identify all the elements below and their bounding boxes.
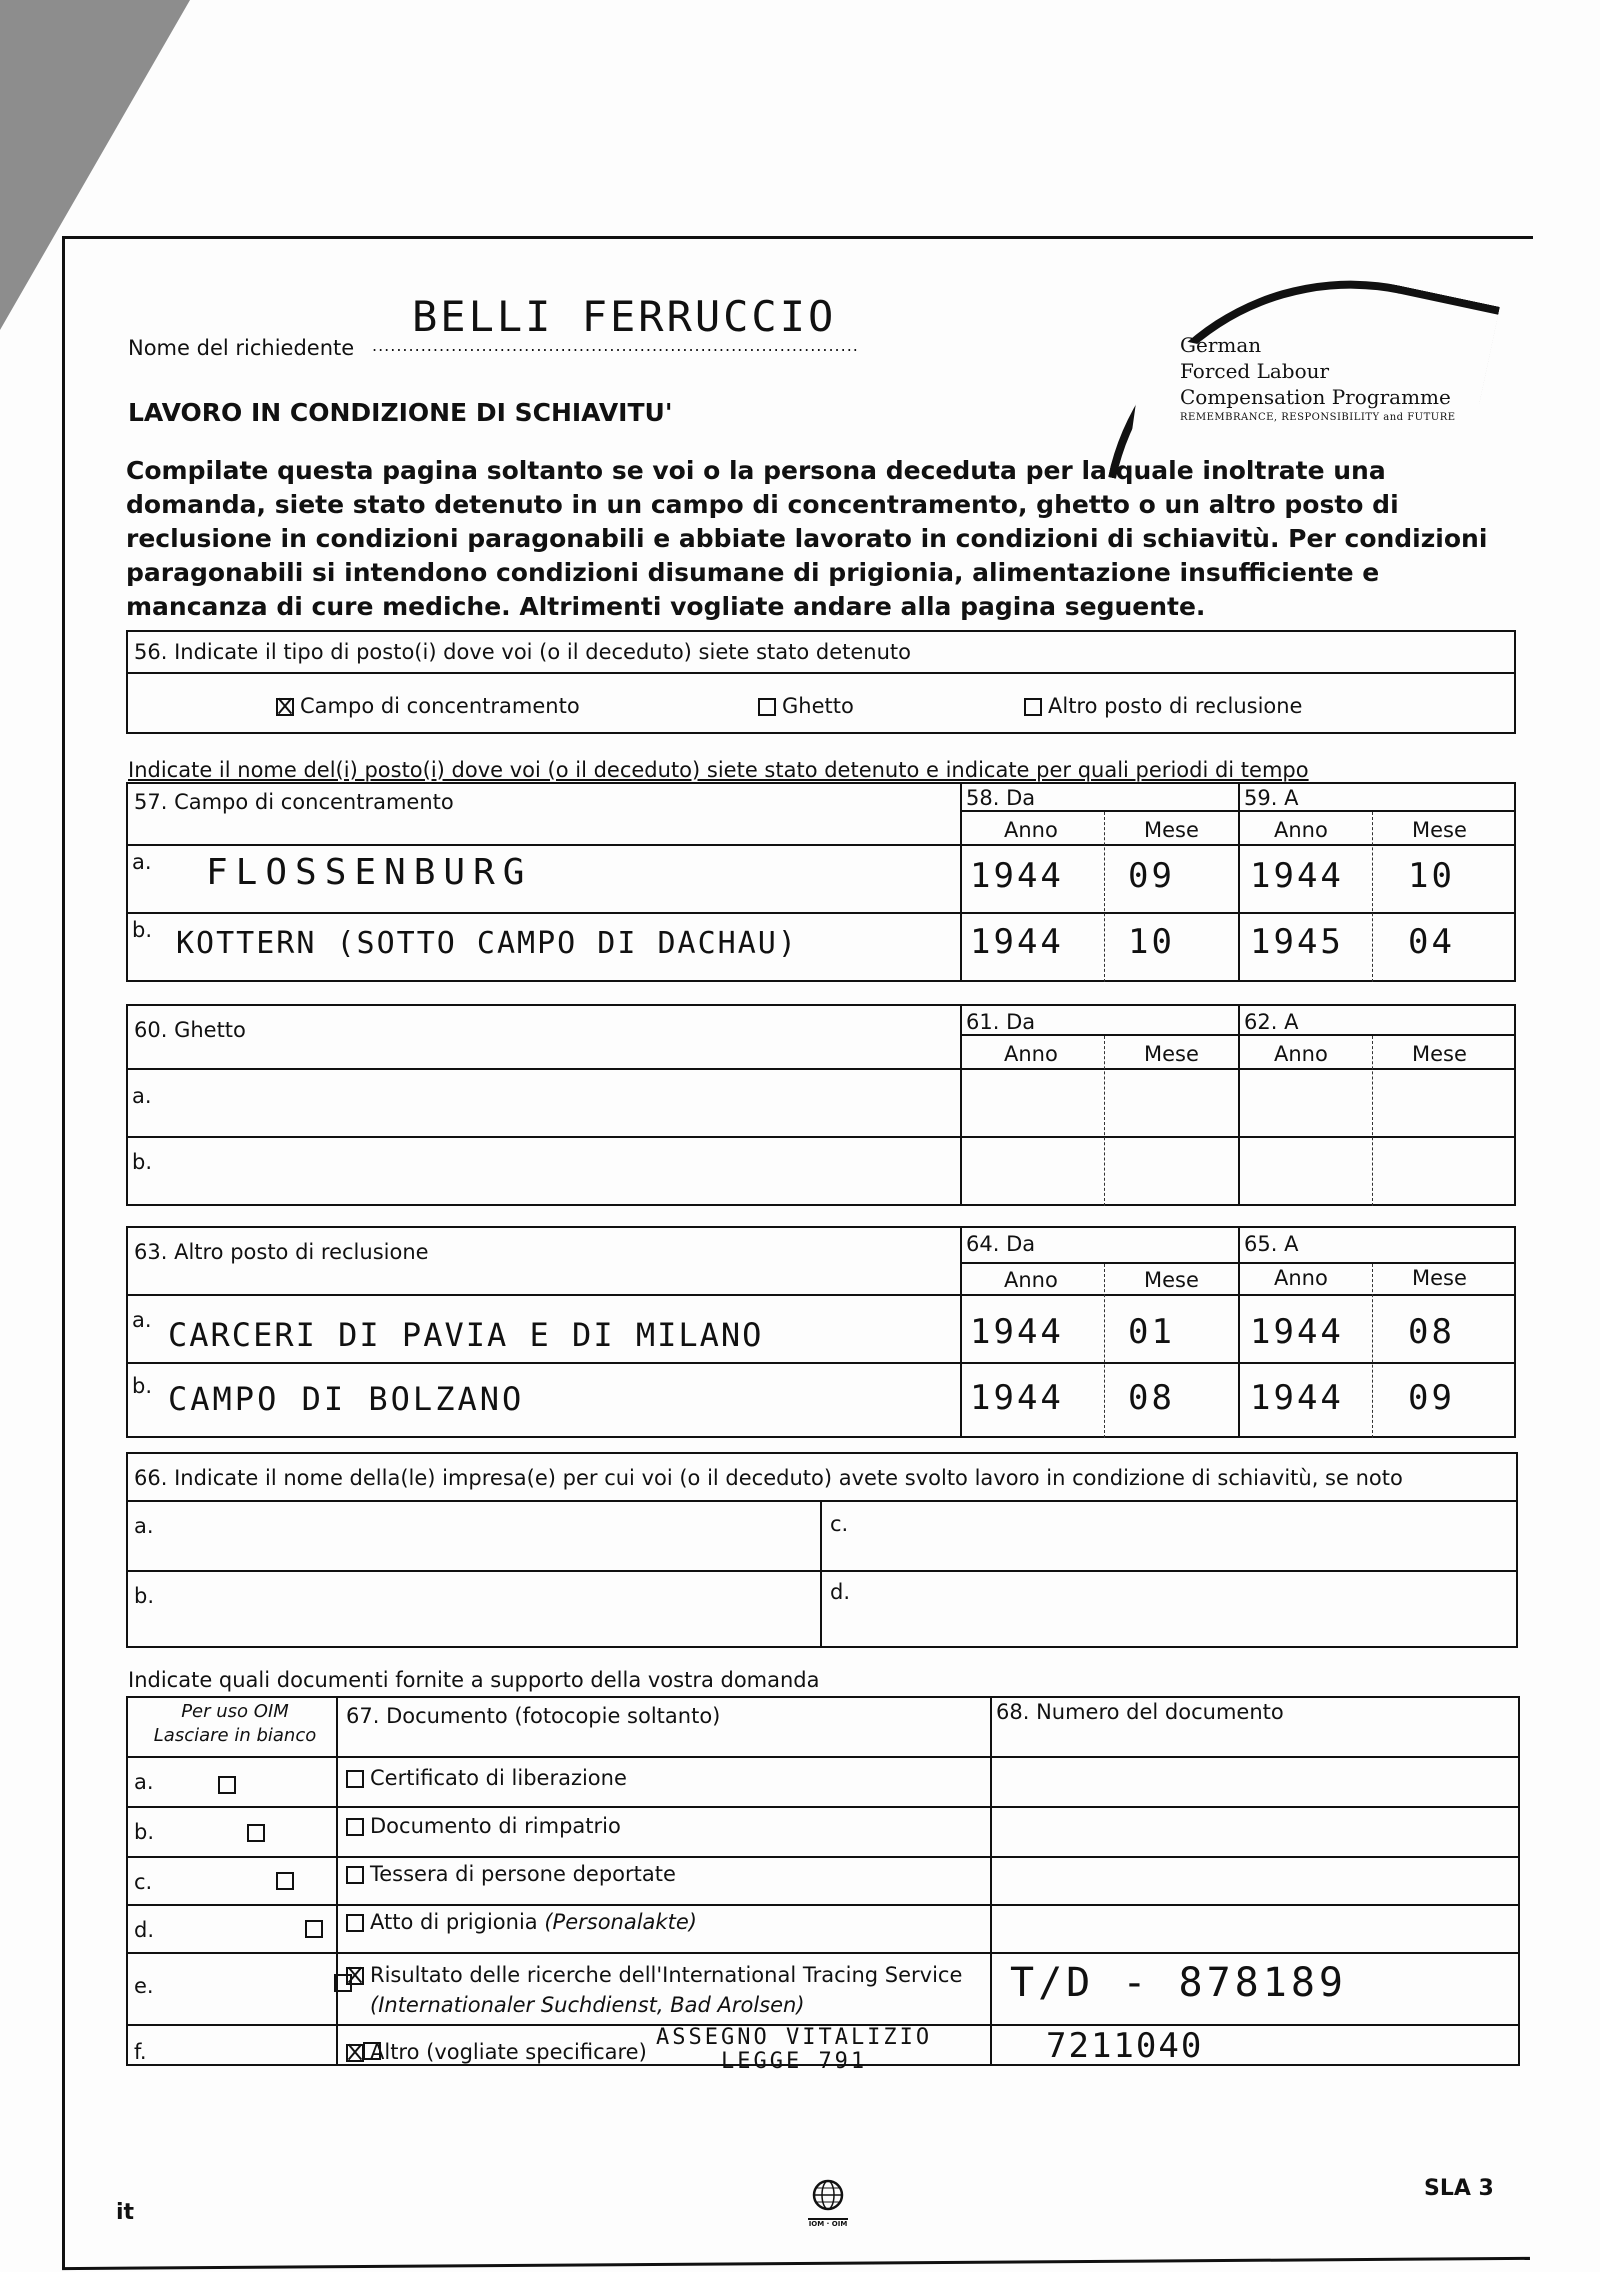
q56-label: 56. Indicate il tipo di posto(i) dove voi (o il deceduto) siete stato detenuto: [134, 640, 911, 664]
q57-mese-from: Mese: [1144, 818, 1199, 842]
q63-row-b-from-year[interactable]: 1944: [970, 1378, 1064, 1418]
documents-instruction: Indicate quali documenti fornite a supporto della vostra domanda: [128, 1668, 820, 1692]
checkbox-checked-icon[interactable]: [276, 698, 294, 716]
doc-a-option[interactable]: Certificato di liberazione: [346, 1766, 627, 1790]
col-oim-header: Per uso OIM Lasciare in bianco: [153, 1701, 317, 1746]
checkbox-icon[interactable]: [346, 1914, 364, 1932]
doc-row-letter: f.: [134, 2040, 147, 2064]
q57-row-b-from-month[interactable]: 10: [1128, 922, 1175, 962]
q57-anno-from: Anno: [1004, 818, 1058, 842]
q63-anno-from: Anno: [1004, 1268, 1058, 1292]
q57-row-a-name[interactable]: FLOSSENBURG: [206, 852, 533, 893]
oim-checkbox-icon: [247, 1824, 265, 1842]
checkbox-icon[interactable]: [346, 1770, 364, 1788]
applicant-label: Nome del richiedente: [128, 336, 355, 360]
doc-e-number[interactable]: T/D - 878189: [1010, 1960, 1347, 2006]
q63-label: 63. Altro posto di reclusione: [134, 1240, 429, 1264]
q57-from-label: 58. Da: [966, 786, 1036, 810]
q60-anno-from: Anno: [1004, 1042, 1058, 1066]
doc-row-letter: c.: [134, 1870, 153, 1894]
checkbox-icon[interactable]: [758, 698, 776, 716]
doc-f-specify[interactable]: ASSEGNO VITALIZIO LEGGE 791: [656, 2025, 933, 2074]
oim-checkbox-icon: [305, 1920, 323, 1938]
oim-checkbox-icon: [276, 1872, 294, 1890]
q60-to-label: 62. A: [1244, 1010, 1299, 1034]
globe-icon: [811, 2178, 845, 2212]
q60-row-b-field[interactable]: b.: [132, 1150, 153, 1174]
q57-row-a-from-year[interactable]: 1944: [970, 856, 1064, 896]
doc-d-option[interactable]: Atto di prigionia (Personalakte): [346, 1910, 697, 1934]
doc-row-letter: d.: [134, 1918, 155, 1942]
logo-tagline: REMEMBRANCE, RESPONSIBILITY and FUTURE: [1180, 412, 1456, 423]
q57-row-a-from-month[interactable]: 09: [1128, 856, 1175, 896]
q57-row-b-name[interactable]: KOTTERN (SOTTO CAMPO DI DACHAU): [176, 926, 798, 961]
q63-row-a-to-year[interactable]: 1944: [1250, 1312, 1344, 1352]
checkbox-icon[interactable]: [1024, 698, 1042, 716]
doc-f-number[interactable]: 7211040: [1046, 2026, 1204, 2066]
q66-cell-a[interactable]: a.: [134, 1514, 154, 1538]
q66-cell-b[interactable]: b.: [134, 1584, 155, 1608]
q56-option-campo[interactable]: Campo di concentramento: [276, 694, 580, 718]
doc-e-option[interactable]: Risultato delle ricerche dell'International Tracing Service (Internationaler Suchdienst, Bad Arolsen): [346, 1960, 962, 2020]
col-doc-header: 67. Documento (fotocopie soltanto): [346, 1704, 721, 1728]
oim-checkbox-icon: [218, 1776, 236, 1794]
q63-row-a-from-year[interactable]: 1944: [970, 1312, 1064, 1352]
doc-row-letter: e.: [134, 1974, 154, 1998]
doc-b-option[interactable]: Documento di rimpatrio: [346, 1814, 621, 1838]
doc-f-option[interactable]: Altro (vogliate specificare): [346, 2040, 647, 2064]
q63-mese-from: Mese: [1144, 1268, 1199, 1292]
doc-row-letter: b.: [134, 1820, 155, 1844]
q60-anno-to: Anno: [1274, 1042, 1328, 1066]
row-letter: b.: [132, 918, 153, 942]
checkbox-checked-icon[interactable]: [346, 2044, 364, 2062]
q57-row-b-to-month[interactable]: 04: [1408, 922, 1455, 962]
q57-to-label: 59. A: [1244, 786, 1299, 810]
checkbox-icon[interactable]: [346, 1866, 364, 1884]
q57-mese-to: Mese: [1412, 818, 1467, 842]
gflcp-logo: [1180, 332, 1456, 426]
footer-lang: it: [116, 2200, 135, 2225]
page-code: SLA 3: [1424, 2176, 1494, 2201]
doc-row-letter: a.: [134, 1770, 154, 1794]
q63-row-b-name[interactable]: CAMPO DI BOLZANO: [168, 1380, 525, 1418]
q63-row-b-from-month[interactable]: 08: [1128, 1378, 1175, 1418]
q63-row-a-to-month[interactable]: 08: [1408, 1312, 1455, 1352]
applicant-dots: ................................................................................: [372, 336, 859, 355]
applicant-name-field[interactable]: BELLI FERRUCCIO: [412, 292, 837, 341]
q57-row-b-to-year[interactable]: 1945: [1250, 922, 1344, 962]
iom-logo: IOM · OIM: [808, 2178, 848, 2228]
logo-line2: Forced Labour: [1180, 359, 1330, 383]
checkbox-icon[interactable]: [346, 1818, 364, 1836]
checkbox-checked-icon[interactable]: [346, 1967, 364, 1985]
q60-mese-to: Mese: [1412, 1042, 1467, 1066]
q63-row-b-to-month[interactable]: 09: [1408, 1378, 1455, 1418]
periods-instruction: Indicate il nome del(i) posto(i) dove voi (o il deceduto) siete stato detenuto e indicate per quali periodi di tempo: [128, 758, 1309, 782]
q60-from-label: 61. Da: [966, 1010, 1036, 1034]
intro-instructions: Compilate questa pagina soltanto se voi o la persona deceduta per la quale inoltrate una domanda, siete stato detenuto in un campo di concentramento, ghetto o un altro posto di reclusione in condizioni paragonabili e abbiate lavorato in condizioni di schiavitù. Per condizioni paragonabili si intendono condizioni disumane di prigionia, alimentazione insufficiente e mancanza di cure mediche. Altrimenti vogliate andare alla pagina seguente.: [126, 456, 1488, 621]
q57-row-a-to-month[interactable]: 10: [1408, 856, 1455, 896]
q56-option-altro[interactable]: Altro posto di reclusione: [1024, 694, 1302, 718]
doc-c-option[interactable]: Tessera di persone deportate: [346, 1862, 676, 1886]
q60-row-a-field[interactable]: a.: [132, 1084, 152, 1108]
q63-mese-to: Mese: [1412, 1266, 1467, 1290]
q60-label: 60. Ghetto: [134, 1018, 246, 1042]
q57-row-a-to-year[interactable]: 1944: [1250, 856, 1344, 896]
q56-option-ghetto[interactable]: Ghetto: [758, 694, 854, 718]
q66-cell-c[interactable]: c.: [830, 1512, 849, 1536]
logo-line3: Compensation Programme: [1180, 385, 1451, 409]
col-num-header: 68. Numero del documento: [996, 1700, 1284, 1724]
q63-anno-to: Anno: [1274, 1266, 1328, 1290]
q66-cell-d[interactable]: d.: [830, 1580, 851, 1604]
q63-from-label: 64. Da: [966, 1232, 1036, 1256]
row-letter: a.: [132, 1308, 152, 1332]
q57-row-b-from-year[interactable]: 1944: [970, 922, 1064, 962]
q57-label: 57. Campo di concentramento: [134, 790, 454, 814]
section-title: LAVORO IN CONDIZIONE DI SCHIAVITU': [128, 398, 673, 427]
q63-row-a-from-month[interactable]: 01: [1128, 1312, 1175, 1352]
q63-to-label: 65. A: [1244, 1232, 1299, 1256]
q63-row-a-name[interactable]: CARCERI DI PAVIA E DI MILANO: [168, 1316, 764, 1354]
q66-label: 66. Indicate il nome della(le) impresa(e) per cui voi (o il deceduto) avete svolto lavoro in condizione di schiavitù, se noto: [134, 1466, 1403, 1490]
q57-anno-to: Anno: [1274, 818, 1328, 842]
q63-row-b-to-year[interactable]: 1944: [1250, 1378, 1344, 1418]
row-letter: a.: [132, 850, 152, 874]
q60-mese-from: Mese: [1144, 1042, 1199, 1066]
row-letter: b.: [132, 1374, 153, 1398]
logo-line1: German: [1180, 333, 1262, 357]
